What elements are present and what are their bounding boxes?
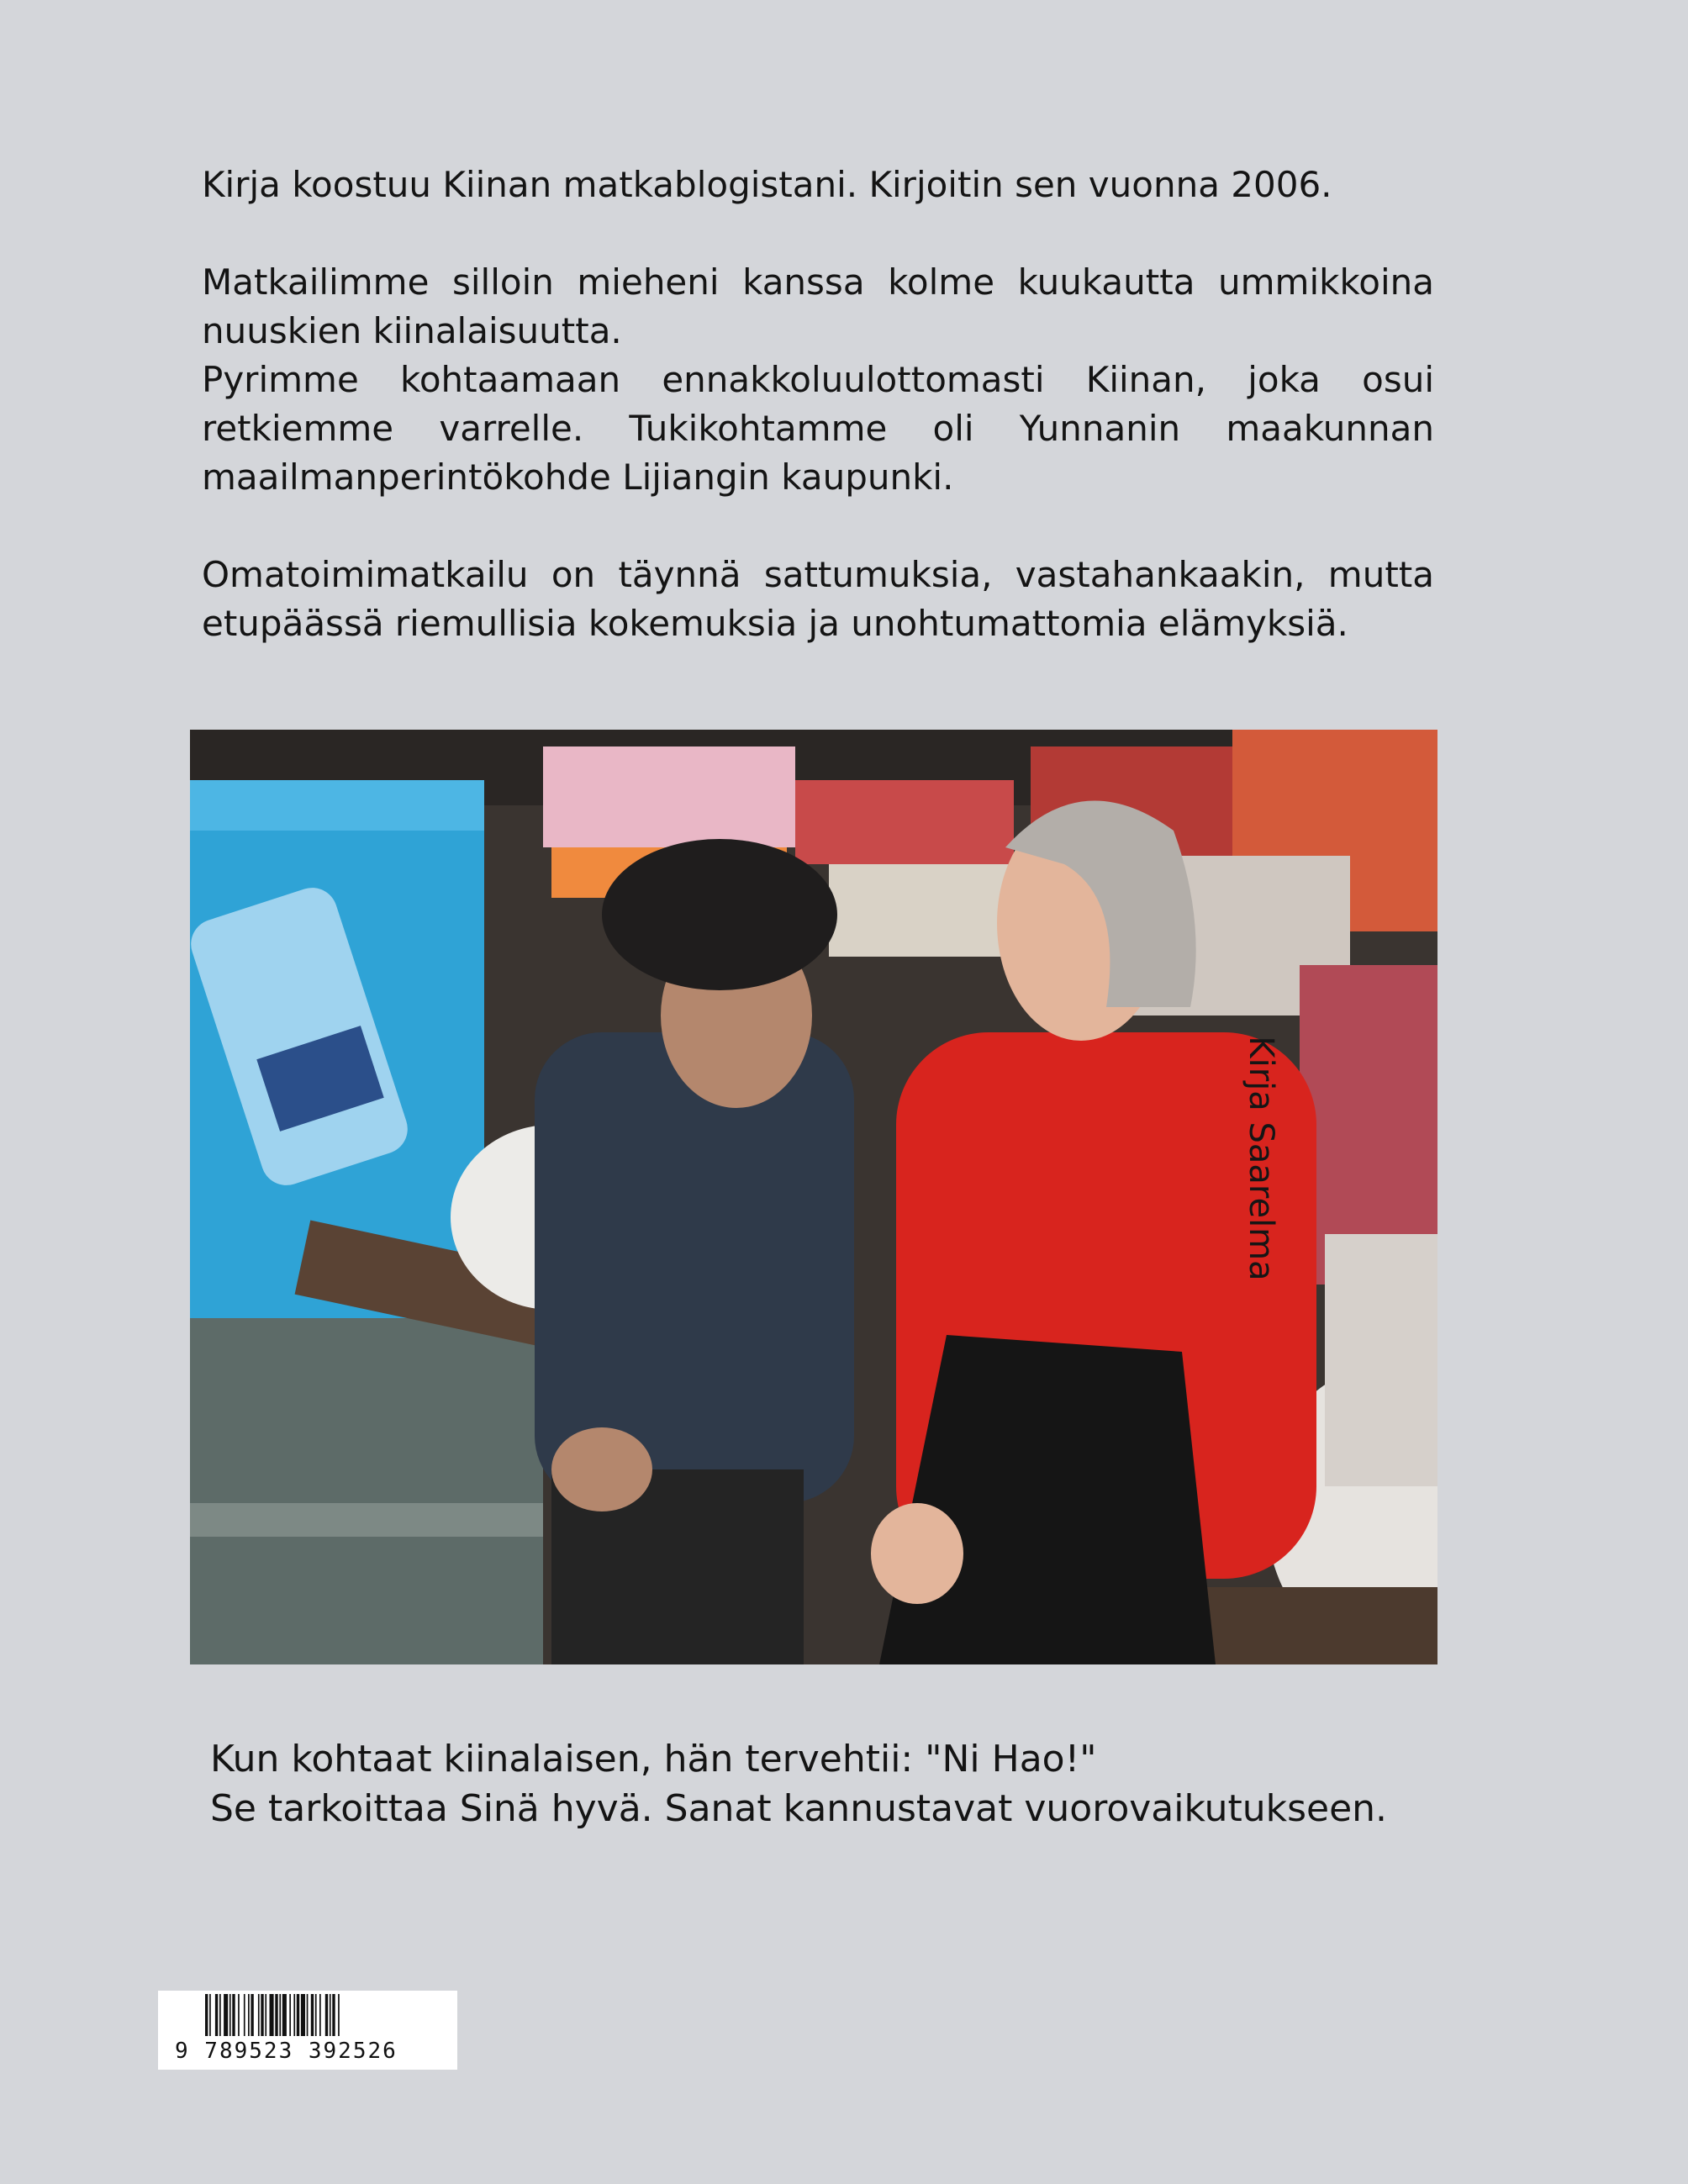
barcode-bar [275, 1994, 277, 2036]
barcode-bar [332, 1994, 335, 2036]
barcode-bar [244, 1994, 245, 2036]
barcode-bar [209, 1994, 211, 2036]
barcode-bar [282, 1994, 287, 2036]
intro-paragraph-3: Omatoimimatkailu on täynnä sattumuksia, vastahankaakin, mutta etupäässä riemullisia kokemuksia ja unohtumattomia elämyksiä. [202, 554, 1434, 644]
barcode-bar [248, 1994, 250, 2036]
barcode-bar [325, 1994, 328, 2036]
barcode-bar [251, 1994, 253, 2036]
barcode-bar [315, 1994, 317, 2036]
barcode-bar [330, 1994, 331, 2036]
isbn-barcode [158, 1991, 457, 2070]
intro-paragraph-1: Kirja koostuu Kiinan matkablogistani. Kirjoitin sen vuonna 2006. [202, 164, 1332, 205]
barcode-bar [265, 1994, 266, 2036]
closing-text [210, 1734, 1443, 1833]
intro-paragraph-2b: Pyrimme kohtaamaan ennakkoluulottomasti Kiinan, joka osui retkiemme varrelle. Tukikohtamme oli Yunnanin maakunnan maailmanperintökohde Lijiangin kaupunki. [202, 359, 1434, 498]
barcode-bar [319, 1994, 321, 2036]
barcode-number: 9 789523 392526 [175, 2039, 398, 2064]
intro-text [202, 161, 1434, 648]
barcode-bar [238, 1994, 240, 2036]
barcode-bar [297, 1994, 299, 2036]
barcode-bar [215, 1994, 218, 2036]
intro-paragraph-2a: Matkailimme silloin mieheni kanssa kolme kuukautta ummikkoina nuuskien kiinalaisuutta. [202, 261, 1434, 351]
barcode-bar [279, 1994, 281, 2036]
barcode-bar [301, 1994, 305, 2036]
barcode-bar [219, 1994, 221, 2036]
barcode-bar [205, 1994, 208, 2036]
barcode-bar [289, 1994, 291, 2036]
barcode-bar [229, 1994, 231, 2036]
barcode-bar [311, 1994, 314, 2036]
closing-line-2: Se tarkoittaa Sinä hyvä. Sanat kannustavat vuorovaikutukseen. [210, 1787, 1388, 1830]
barcode-bar [293, 1994, 295, 2036]
barcode-bar [258, 1994, 260, 2036]
barcode-bar [338, 1994, 340, 2036]
barcode-bar [261, 1994, 263, 2036]
author-name-vertical: Kirja Saarelma [1242, 1036, 1280, 1281]
barcode-bar [270, 1994, 274, 2036]
closing-line-1: Kun kohtaat kiinalaisen, hän tervehtii: "Ni Hao!" [210, 1738, 1097, 1780]
barcode-bar [224, 1994, 228, 2036]
barcode-bar [307, 1994, 309, 2036]
barcode-bar [232, 1994, 235, 2036]
